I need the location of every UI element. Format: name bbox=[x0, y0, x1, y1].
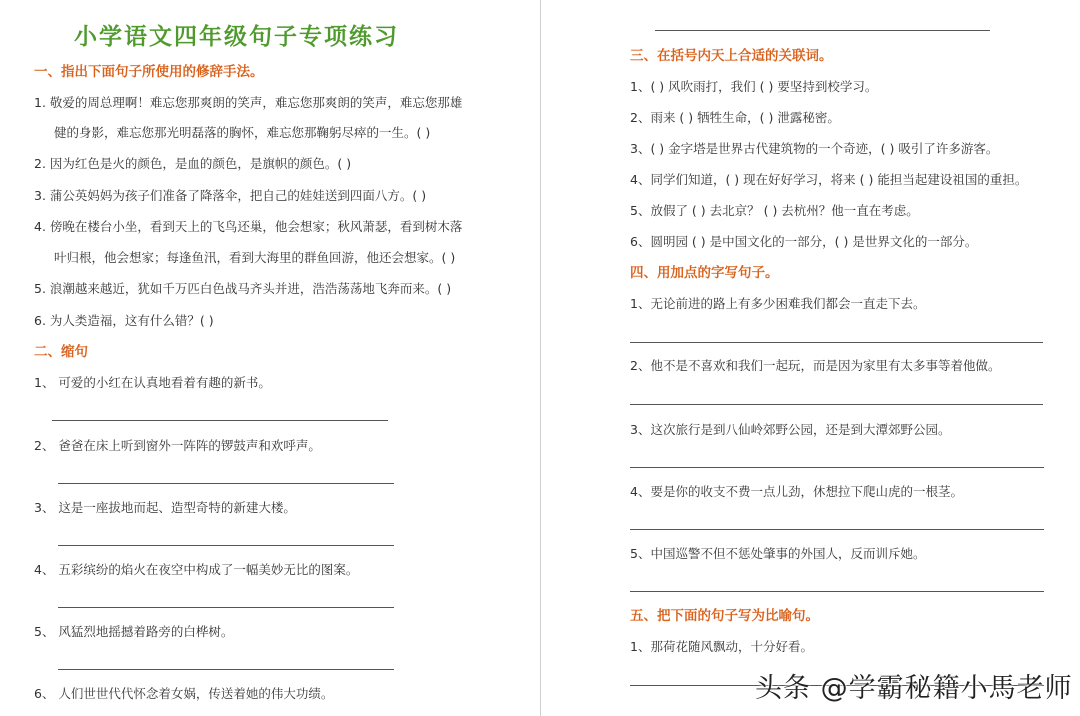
answer-line bbox=[630, 404, 1043, 405]
answer-line bbox=[630, 591, 1044, 592]
section-4-heading: 四、用加点的字写句子。 bbox=[630, 265, 779, 281]
answer-line bbox=[630, 467, 1044, 468]
s4-item-4: 4、要是你的收支不费一点儿劲，休想拉下爬山虎的一根茎。 bbox=[630, 484, 963, 499]
s3-item-5: 5、放假了 ( ) 去北京？ ( ) 去杭州？他一直在考虑。 bbox=[630, 203, 919, 218]
s1-item-2: 2. 因为红色是火的颜色，是血的颜色，是旗帜的颜色。( ) bbox=[34, 156, 352, 171]
s2-item-1: 1、 可爱的小红在认真地看着有趣的新书。 bbox=[34, 375, 271, 390]
answer-line bbox=[630, 529, 1044, 530]
section-2-heading: 二、缩句 bbox=[34, 344, 88, 360]
answer-line bbox=[630, 342, 1043, 343]
s1-item-4-cont: 叶归根，他会想家；每逢鱼汛，看到大海里的群鱼回游，他还会想家。( ) bbox=[54, 250, 456, 265]
s3-item-6: 6、圆明园 ( ) 是中国文化的一部分，( ) 是世界文化的一部分。 bbox=[630, 234, 978, 249]
s2-item-4: 4、 五彩缤纷的焰火在夜空中构成了一幅美妙无比的图案。 bbox=[34, 562, 359, 577]
s2-item-5: 5、 风猛烈地摇撼着路旁的白桦树。 bbox=[34, 624, 234, 639]
section-1-heading: 一、指出下面句子所使用的修辞手法。 bbox=[34, 64, 264, 80]
s3-item-2: 2、雨来 ( ) 牺牲生命，( ) 泄露秘密。 bbox=[630, 110, 840, 125]
watermark: 头条 @学霸秘籍小馬老师 bbox=[755, 673, 1073, 704]
answer-line bbox=[52, 420, 388, 421]
answer-line bbox=[58, 607, 394, 608]
section-5-heading: 五、把下面的句子写为比喻句。 bbox=[630, 608, 819, 624]
s2-item-3: 3、 这是一座拔地而起、造型奇特的新建大楼。 bbox=[34, 500, 296, 515]
s4-item-1: 1、无论前进的路上有多少困难我们都会一直走下去。 bbox=[630, 296, 926, 311]
s1-item-4: 4. 傍晚在楼台小坐，看到天上的飞鸟还巢，他会想家；秋风萧瑟，看到树木落 bbox=[34, 219, 463, 234]
s1-item-3: 3. 蒲公英妈妈为孩子们准备了降落伞，把自己的娃娃送到四面八方。( ) bbox=[34, 188, 427, 203]
page-divider bbox=[540, 0, 541, 716]
s3-item-3: 3、( ) 金字塔是世界古代建筑物的一个奇迹，( ) 吸引了许多游客。 bbox=[630, 141, 999, 156]
s1-item-1-cont: 健的身影，难忘您那光明磊落的胸怀，难忘您那鞠躬尽瘁的一生。( ) bbox=[54, 125, 431, 140]
s3-item-1: 1、( ) 风吹雨打，我们 ( ) 要坚持到校学习。 bbox=[630, 79, 878, 94]
s4-item-2: 2、他不是不喜欢和我们一起玩，而是因为家里有太多事等着他做。 bbox=[630, 358, 1001, 373]
s5-item-1: 1、那荷花随风飘动，十分好看。 bbox=[630, 639, 813, 654]
answer-line bbox=[58, 483, 394, 484]
s3-item-4: 4、同学们知道，( ) 现在好好学习，将来 ( ) 能担当起建设祖国的重担。 bbox=[630, 172, 1028, 187]
section-3-heading: 三、在括号内天上合适的关联词。 bbox=[630, 48, 833, 64]
s4-item-5: 5、中国巡警不但不惩处肇事的外国人，反而训斥她。 bbox=[630, 546, 926, 561]
s1-item-1: 1. 敬爱的周总理啊！难忘您那爽朗的笑声，难忘您那爽朗的笑声，难忘您那雄 bbox=[34, 95, 463, 110]
answer-line bbox=[58, 545, 394, 546]
s4-item-3: 3、这次旅行是到八仙岭郊野公园，还是到大潭郊野公园。 bbox=[630, 422, 951, 437]
s1-item-6: 6. 为人类造福，这有什么错？( ) bbox=[34, 313, 214, 328]
s1-item-5: 5. 浪潮越来越近，犹如千万匹白色战马齐头并进，浩浩荡荡地飞奔而来。( ) bbox=[34, 281, 452, 296]
answer-line bbox=[655, 30, 990, 31]
answer-line bbox=[58, 669, 394, 670]
worksheet-title: 小学语文四年级句子专项练习 bbox=[74, 23, 399, 50]
s2-item-6: 6、 人们世世代代怀念着女娲，传送着她的伟大功绩。 bbox=[34, 686, 334, 701]
s2-item-2: 2、 爸爸在床上听到窗外一阵阵的锣鼓声和欢呼声。 bbox=[34, 438, 321, 453]
